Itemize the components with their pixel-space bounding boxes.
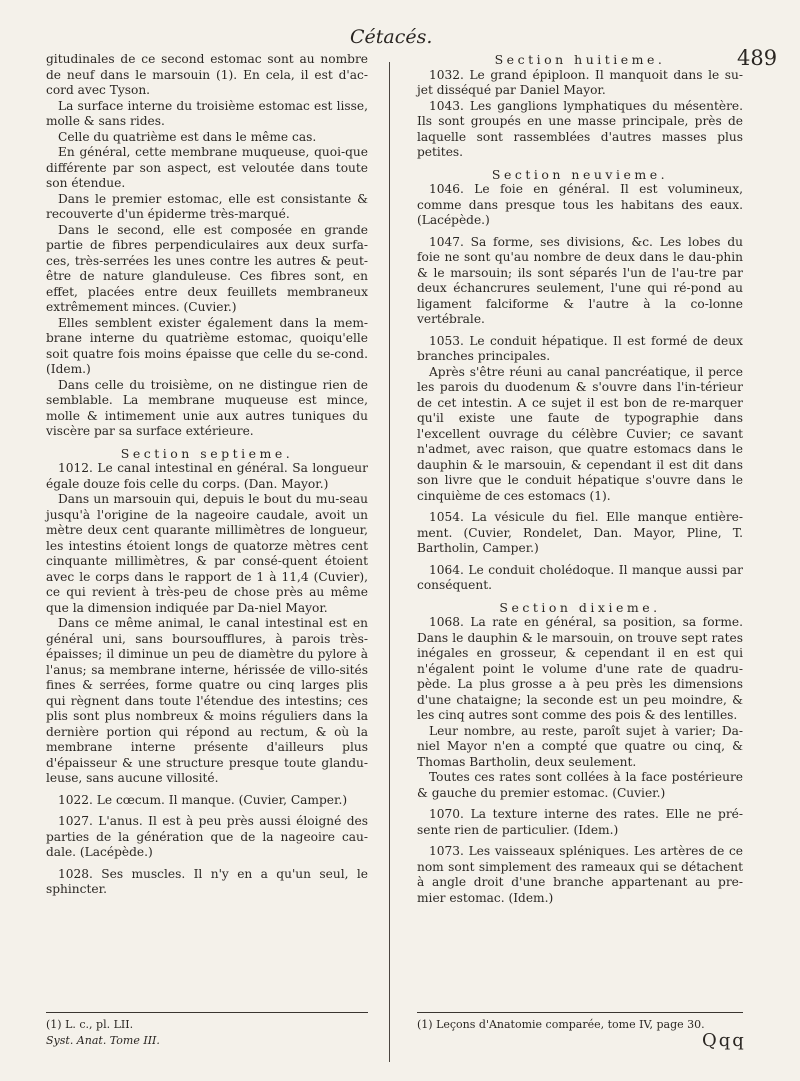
paragraph: Dans ce même animal, le canal intestinal est en général uni, sans boursoufflures, à parois très-épaisses; il diminue un peu de diamètre du pylore à l'anus; sa membrane interne, hérissée de villo-sités fines & serrées, forme quatre ou cinq larges plis qui règnent dans toute l'étendue des intestins; ces plis sont plus nombreux & moins réguliers dans la dernière portion qui répond au rectum, & où la membrane interne présente d'ailleurs plus d'épaisseur & une structure presque toute glandu-leuse, sans aucune villosité. [46, 616, 368, 785]
paragraph: 1053. Le conduit hépatique. Il est formé de deux branches principales. [417, 333, 743, 363]
section-heading: Section septieme. [120, 445, 294, 461]
footnote: (1) L. c., pl. LII. [46, 1018, 134, 1031]
paragraph: 1028. Ses muscles. Il n'y en a qu'un seul, le sphincter. [46, 866, 368, 896]
paragraph: En général, cette membrane muqueuse, quoi-que différente par son aspect, est veloutée dans toute son étendue. [46, 145, 368, 190]
paragraph: 1070. La texture interne des rates. Elle ne pré-sente rien de particulier. (Idem.) [417, 807, 743, 837]
paragraph: 1068. La rate en général, sa position, sa forme. Dans le dauphin & le marsouin, on trouve sept rates inégales en grosseur, & cependant il en est qui n'égalent point le volume d'une rate de quadru-pède. La plus grosse a à peu près les dimensions d'une chataigne; la seconde est un peu moindre, & les cinq autres sont comme des pois & des lentilles. [417, 615, 743, 722]
paragraph: 1032. Le grand épiploon. Il manquoit dans le su-jet disséqué par Daniel Mayor. [417, 67, 743, 97]
paragraph: Dans un marsouin qui, depuis le bout du mu-seau jusqu'à l'origine de la nageoire caudale, avoit un mètre deux cent quarante millimètres de longueur, les intestins étoient longs de quatorze mètres cent cinquante millimètres, & par consé-quent étoient avec le corps dans le rapport de 1 à 11,4 (Cuvier), ce qui revient à très-peu de chose près au même que la dimension indiquée par Da-niel Mayor. [46, 492, 368, 615]
paragraph: Leur nombre, au reste, paroît sujet à varier; Da-niel Mayor n'en a compté que quatre ou cinq, & Thomas Bartholin, deux seulement. [417, 723, 743, 769]
footnote: (1) Leçons d'Anatomie comparée, tome IV, page 30. [417, 1018, 705, 1031]
section-heading: Section huitieme. [494, 52, 666, 67]
paragraph: 1054. La vésicule du fiel. Elle manque entière-ment. (Cuvier, Rondelet, Dan. Mayor, Pline, T. Bartholin, Camper.) [417, 510, 743, 555]
paragraph: Dans le second, elle est composée en grande partie de fibres perpendiculaires aux deux surfa-ces, très-serrées les unes contre les autres & peut-être de nature glanduleuse. Ces fibres sont, en effet, placées entre deux feuillets membraneux extrêmement minces. (Cuvier.) [46, 222, 368, 314]
paragraph: gitudinales de ce second estomac sont au nombre de neuf dans le marsouin (1). En cela, il est d'ac-cord avec Tyson. [46, 52, 368, 97]
paragraph: 1047. Sa forme, ses divisions, &c. Les lobes du foie ne sont qu'au nombre de deux dans le dau-phin & le marsouin; ils sont séparés l'un de l'au-tre par deux échancrures seulement, l'une qui ré-pond au ligament falciforme & l'autre à la co-lonne vertébrale. [417, 234, 743, 326]
paragraph: Celle du quatrième est dans le même cas. [58, 129, 317, 144]
footnote-rule [417, 1012, 743, 1013]
left-column [46, 52, 368, 898]
paragraph: Dans le premier estomac, elle est consistante & recouverte d'un épiderme très-marqué. [46, 191, 368, 221]
paragraph: 1012. Le canal intestinal en général. Sa longueur égale douze fois celle du corps. (Dan. Mayor.) [46, 461, 368, 491]
footnote-rule [46, 1012, 368, 1013]
paragraph: La surface interne du troisième estomac est lisse, molle & sans rides. [46, 98, 368, 128]
paragraph: Elles semblent exister également dans la mem-brane interne du quatrième estomac, quoiqu'elle soit quatre fois moins épaisse que celle du se-cond. (Idem.) [46, 315, 368, 376]
paragraph: Après s'être réuni au canal pancréatique, il perce les parois du duodenum & s'ouvre dans l'in-térieur de cet intestin. A ce sujet il est bon de re-marquer qu'il existe une faute de typographie dans l'excellent ouvrage du célèbre Cuvier; ce savant n'admet, avec raison, que quatre estomacs dans le dauphin & le marsouin, & cependant il est dit dans son livre que le conduit hépatique s'ouvre dans le cinquième de ces estomacs (1). [417, 364, 743, 503]
section-heading: Section neuvieme. [491, 166, 669, 182]
paragraph: Dans celle du troisième, on ne distingue rien de semblable. La membrane muqueuse est mince, molle & intimement unie aux autres tuniques du viscère par sa surface extérieure. [46, 377, 368, 438]
column-divider [389, 62, 390, 1062]
page-number: 489 [737, 46, 778, 70]
paragraph: 1046. Le foie en général. Il est volumineux, comme dans presque tous les habitans des eaux. (Lacépède.) [417, 182, 743, 227]
paragraph: 1022. Le cœcum. Il manque. (Cuvier, Camper.) [58, 792, 348, 807]
section-heading: Section dixieme. [499, 599, 661, 615]
running-title: Cétacés. [350, 26, 433, 48]
paragraph: 1064. Le conduit cholédoque. Il manque aussi par conséquent. [417, 562, 743, 592]
paragraph: Toutes ces rates sont collées à la face postérieure & gauche du premier estomac. (Cuvier.) [417, 770, 743, 800]
signature-line: Syst. Anat. Tome III. [46, 1034, 160, 1047]
right-column [417, 52, 743, 906]
paragraph: 1027. L'anus. Il est à peu près aussi éloigné des parties de la génération que de la nageoire cau-dale. (Lacépède.) [46, 814, 368, 859]
paragraph: 1073. Les vaisseaux spléniques. Les artères de ce nom sont simplement des rameaux qui se détachent à angle droit d'une branche appartenant au pre-mier estomac. (Idem.) [417, 844, 743, 905]
paragraph: 1043. Les ganglions lymphatiques du mésentère. Ils sont groupés en une masse principale, près de laquelle sont rassemblées d'autres masses plus petites. [417, 98, 743, 159]
signature-mark: Qqq [702, 1030, 746, 1051]
